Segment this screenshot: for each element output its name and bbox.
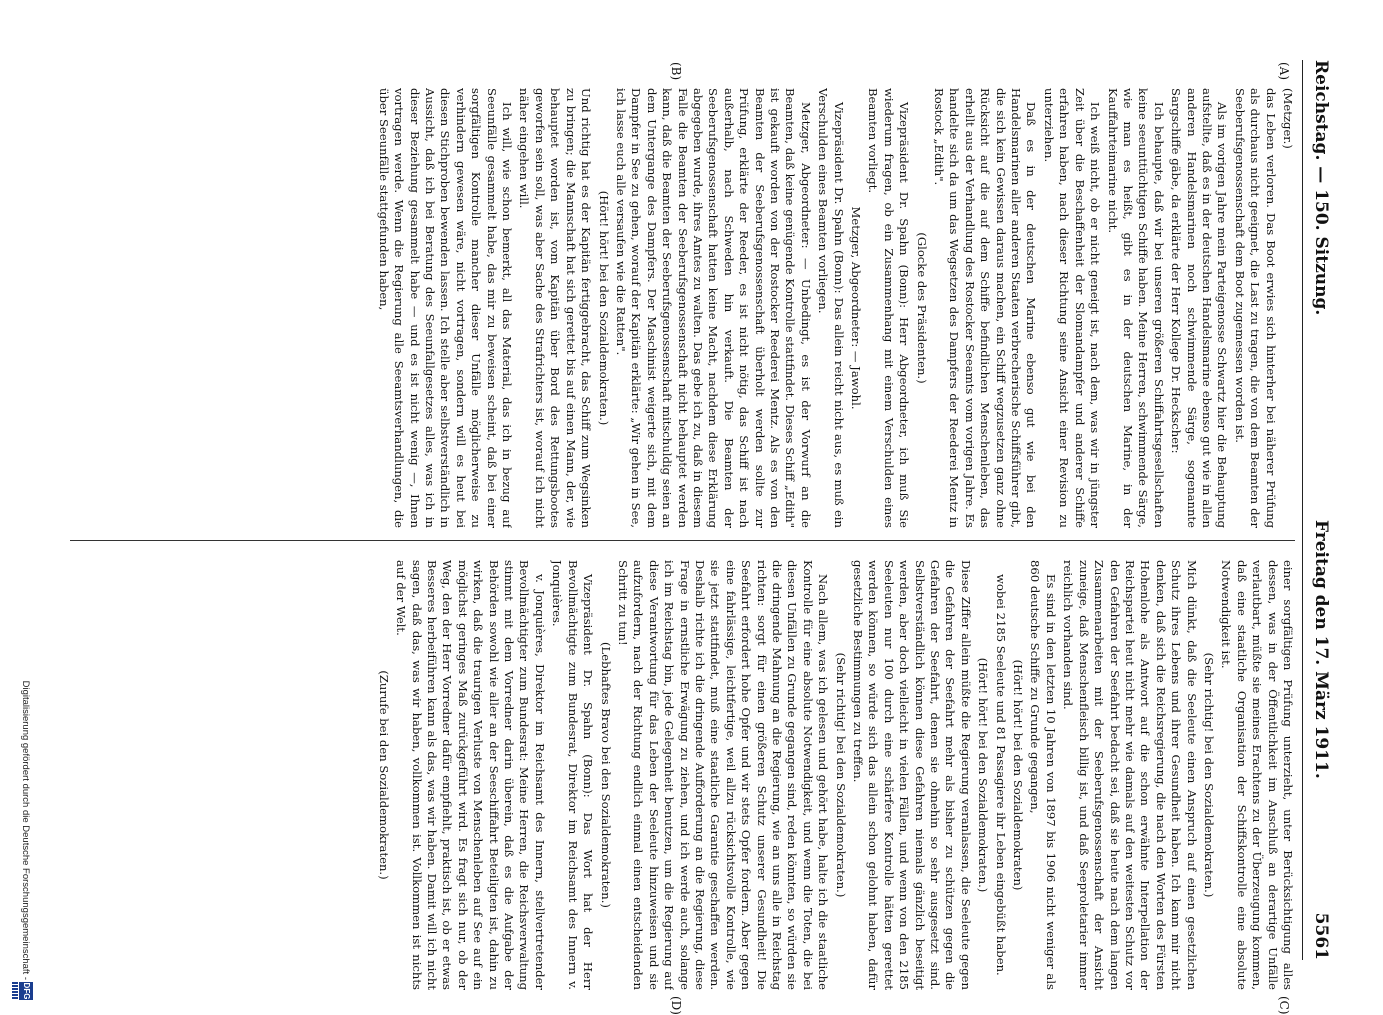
interjection: (Glocke des Präsidenten.) — [914, 232, 929, 384]
interjection: (Hört! hört! bei den Sozialdemokraten.) — [976, 657, 991, 893]
paragraph: Ich will, wie schon bemerkt, all das Material, das ich in bezug auf Seeunfälle gesammelt habe, das mir zu beweisen scheint, daß bei einer sorgfältigen Kontrolle mancher dieser Unfälle möglicherweise zu verhindern gewesen wäre, nicht vortragen, sondern will es heut bei diesen Stichproben bewenden lassen. Ich stelle aber selbstverständlich in Aussicht, daß ich bei Beratung des Seeunfallgesetzes alles, was ich in dieser Beziehung gesammelt habe — und es ist nicht wenig —, Ihnen vortragen werde. Wenn die Regierung alle Seeamtsverhandlungen, die über Seeunfälle stattgefunden haben, — [376, 88, 515, 528]
paragraph: Nach allem, was ich gelesen und gehört habe, halte ich die staatliche Kontrolle für eine absolute Notwendigkeit, und wenn die Toten, die bei diesen Unfällen zu Grunde gegangen sind, reden könnten, so würden sie die dringende Mahnung an die Regierung, wie an uns alle in Reichstag richten: sorgt für einen größeren Schutz unserer Gesundheit! Die Seefahrt erfordert hohe Opfer und wir stets Opfer fordern. Aber gegen eine fahrlässige, leichtfertige, weil allzu rücksichtsvolle Kontrolle, wie sie jetzt stattfindet, muß eine staatliche Garantie geschaffen werden. Deshalb richte ich die dringende Aufforderung an die Regierung, diese Frage in ernstliche Erwägung zu ziehen, und ich werde auch, solange ich im Reichstag bin, jede Gelegenheit benutzen, um die Regierung auf diese Verantwortung für das Leben der Seeleute hinzuweisen und sie aufzufordern, nach der Richtung endlich einmal einen entscheidenden Schritt zu tun! — [615, 560, 831, 990]
interjection: (Sehr richtig! bei den Sozialdemokraten.) — [1201, 652, 1216, 898]
paragraph: Es sind in den letzten 10 Jahren von 1897 bis 1906 nicht weniger als 860 deutsche Schiffe zu Grunde gegangen, — [1028, 560, 1058, 990]
paragraph: Und richtig hat es der Kapitän fertiggebracht, das Schiff zum Wegsinken zu bringen; die Mannschaft hat sich gerettet bis auf einen Mann, der, wie behauptet worden ist, vom Kapitän über Bord des Rettungsbootes geworfen sein soll, was aber Sache des Strafrichters ist, worauf ich nicht näher eingehen will. — [517, 88, 594, 528]
speaker-paragraph: Vizepräsident Dr. Spahn (Bonn): Herr Abgeordneter, ich muß Sie wiederum fragen, ob ein Zusammenhang mit einem Verschulden eines Beamten vorliegt. — [866, 88, 912, 528]
paragraph: wobei 2185 Seeleute und 81 Passagiere ihr Leben eingebüßt haben. — [993, 574, 1008, 976]
logo-decoration — [12, 982, 18, 1000]
quote-paragraph: Ich behaupte, daß wir bei unseren größeren Schiffahrtsgesellschaften keine seeunttüchtigen Schiffe haben. Meine Herren, schwimmende Särge, wie man es heißt, gibt es in der deutschen Marine, in der Kauffahrteimarine nicht. — [1105, 88, 1166, 528]
page-header — [1301, 60, 1331, 960]
header-left: Reichstag. — 150. Sitzung. — [1311, 60, 1331, 316]
paragraph: Als im vorigen Jahre mein Parteigenosse Schwartz hier die Behauptung aufstellte, daß es in der deutschen Handelsmarine ebenso gut wie in allen anderen Handelsmarinen noch schwimmende Särge, sogenannte Sargschiffe gäbe, da erklärte der Herr Kollege Dr. Heckscher: — [1169, 88, 1230, 528]
paragraph: Ich weiß nicht, ob er nicht geneigt ist, nach dem, was wir in jüngster Zeit über die Beschaffenheit der Slomandampfer und anderer Schiffe erfahren haben, nach dieser Richtung seine Ansicht einer Revision zu unterziehen. — [1041, 88, 1103, 528]
header-rule — [1302, 60, 1303, 960]
speaker-paragraph: Vizepräsident Dr. Spahn (Bonn): Das allein reicht nicht aus, es muß ein Verschulden eines Beamten vorliegen. — [816, 88, 846, 528]
interjection: (Sehr richtig! bei den Sozialdemokraten.) — [833, 652, 848, 898]
paragraph: (Metzger.) — [1281, 88, 1295, 149]
speaker-paragraph: v. Jonquières, Direktor im Reichsamt des Innern, stellvertretender Bevollmächtigter zum Bundesrat: Meine Herren, die Reichsverwaltung stimmt mit dem Vorredner darin überein, daß es die Aufgabe der Behörden sowohl wie aller an der Seeschiffahrt Beteiligten ist, dahin zu wirken, daß die traurigen Verluste von Menschenleben auf See auf ein möglichst geringes Maß zurückgeführt wird. Es fragt sich nur, ob der Weg, den der Herr Vorredner dafür empfiehlt, praktisch ist, ob er etwas Besseres herbeiführen kann als das, was wir haben. Damit will ich nicht sagen, daß das, was wir haben, vollkommen ist. Vollkommen ist nichts auf der Welt. — [394, 560, 547, 990]
interjection: (Lebhaftes Bravo bei den Sozialdemokraten.) — [598, 642, 613, 908]
paragraph: Daß es in der deutschen Marine ebenso gut wie bei den Handelsmarinen aller anderen Staaten verbrecherische Schiffsführer gibt, die sich kein Gewissen daraus machen, ein Schiff wegzusetzen ganz ohne Rücksicht auf die auf dem Schiffe befindlichen Menschenleben, das erhellt aus der Verhandlung des Rostocker Seeamts vom vorigen Jahre. Es handelte sich da um das Wegsetzen des Dampfers der Reederei Mentz in Rostock „Edith". — [932, 88, 1039, 528]
interjection: (Zurufe bei den Sozialdemokraten.) — [376, 670, 391, 880]
paragraph: Diese Ziffer allein müßte die Regierung veranlassen, die Seeleute gegen die Gefahren der Seefahrt mehr als bisher zu schützen gegen die Gefahren der Seefahrt, denen sie ohnehin so sehr ausgesetzt sind. Selbstverständlich können diese Gefahren niemals gänzlich beseitigt werden, aber doch vielleicht in vielen Fällen, und wenn von den 2185 Seeleuten nur 100 durch eine schärfere Kontrolle hätten gerettet werden können, so würde sich das allein schon gelohnt haben, dafür gesetzliche Bestimmungen zu treffen. — [851, 560, 973, 990]
page-number: 5561 — [1311, 912, 1331, 960]
paragraph: Mich dünkt, daß die Seeleute einen Anspruch auf einen gesetzlichen Schutz ihres Lebens und ihrer Gesundheit haben. Ich kann mir nicht denken, daß sich die Reichsregierung, die nach den Worten des Fürsten Hohenlohe als Antwort auf die schon erwähnte Interpellation der Reichspartei heut nicht mehr wie damals auf den weitesten Schutz vor den Gefahren der Seefahrt bedacht sei, daß sie heute nach dem langen Zusammenarbeiten mit der Seeberufsgenossenschaft der Ansicht zuneige, daß Menschenfleisch billig ist, und daß Seeproletarier immer reichlich vorhanden sind. — [1061, 560, 1199, 990]
left-column — [70, 88, 1295, 528]
margin-mark-d: (D) — [669, 996, 683, 1015]
right-column — [70, 560, 1295, 990]
dfg-logo: DFG — [19, 982, 33, 1000]
speaker-paragraph: Metzger, Abgeordneter: — Jawohl. — [849, 206, 864, 410]
paragraph: das Leben verloren. Das Boot erwies sich hinterher bei näherer Prüfung als durchaus nicht geeignet, die Last zu tragen, die von dem Beamten der Seeberufsgenossenschaft dem Boot zugemessen worden ist. — [1232, 88, 1278, 528]
margin-mark-a: (A) — [1277, 62, 1291, 81]
column-divider — [70, 540, 1295, 541]
speaker-paragraph: Metzger, Abgeordneter: — Unbedingt, es ist der Vorwurf an die Beamten, daß keine genügende Kontrolle stattfindet. Dieses Schiff „Edith" ist gekauft worden von der Rostocker Reederei Mentz. Als es von den Beamten der Seeberufsgenossenschaft überholt werden sollte zur Prüfung, erklärte der Reeder, es ist nicht nötig, das Schiff ist nach außerhalb, nach Schweden hin verkauft. Die Beamten der Seeberufsgenossenschaft hatten keine Macht, nachdem diese Erklärung abgegeben wurde, ihres Amtes zu walten. Das gebe ich zu, daß in diesem Falle die Beamten der Seeberufsgenossenschaft nicht behauptet werden kann, daß die Beamten der Seeberufsgenossenschaft mitschuldig seien an dem Untergange des Dampfers. Der Maschinist weigerte sich, mit dem Dampfer in See zu gehen, worauf der Kapitän erklärte: „Wir gehen in See, ich lasse euch alle versaufen wie die Ratten". — [613, 88, 813, 528]
margin-mark-c: (C) — [1277, 996, 1291, 1015]
interjection: (Hört! hört! bei den Sozialdemokraten) — [1011, 659, 1026, 891]
margin-mark-b: (B) — [669, 62, 683, 81]
header-date: Freitag den 17. März 1911. — [1311, 520, 1331, 779]
paragraph: einer sorgfältigen Prüfung unterzieht, unter Berücksichtigung alles dessen, was in der Öffentlichkeit im Anschluß an derartige Unfälle verlautbart, müßte sie meines Erachtens zu der Überzeugung kommen, daß eine staatliche Organisation der Schiffskontrolle eine absolute Notwendigkeit ist. — [1219, 560, 1295, 990]
speaker-paragraph: Vizepräsident Dr. Spahn (Bonn): Das Wort hat der Herr Bevollmächtigte zum Bundesrat, Direktor im Reichsamt des Innern v. Jonquières. — [550, 560, 596, 990]
digitization-credit: Digitalisierung gefördert durch die Deutsche Forschungsgemeinschaft - — [20, 680, 31, 980]
interjection: (Hört! hört! bei den Sozialdemokraten.) — [596, 190, 611, 426]
